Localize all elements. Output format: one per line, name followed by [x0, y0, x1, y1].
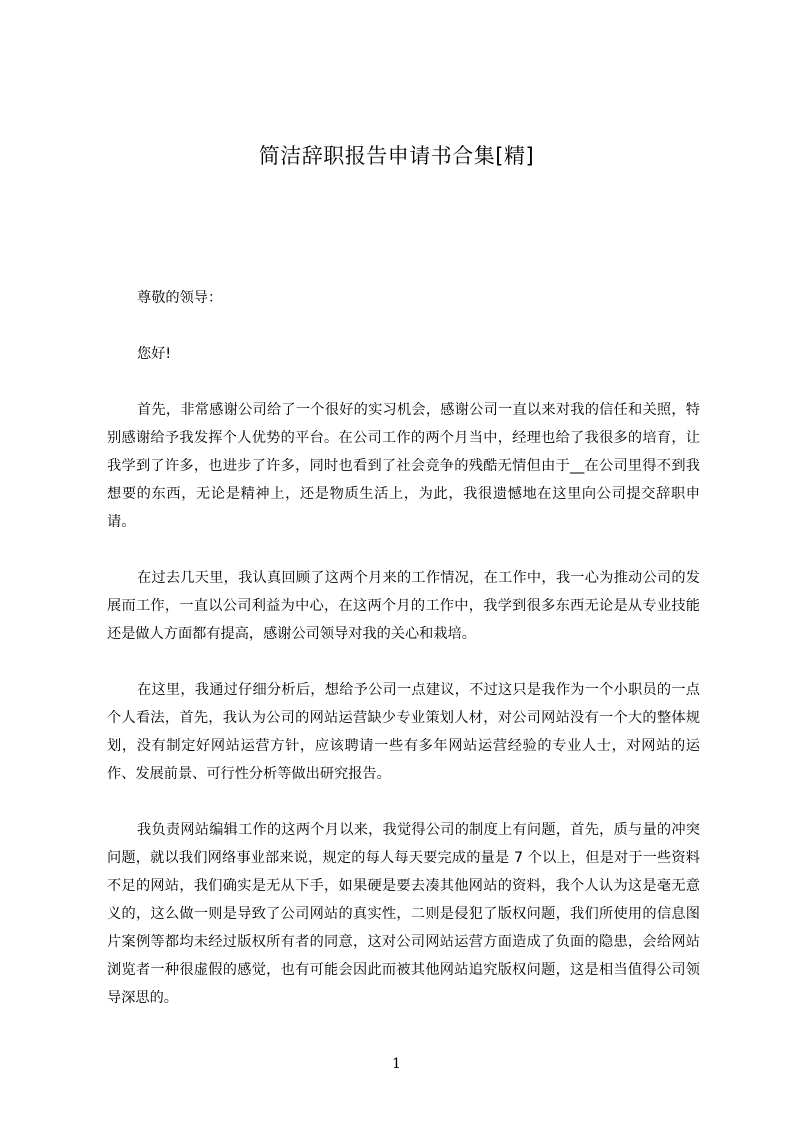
- salutation: 尊敬的领导：: [137, 290, 223, 306]
- page-number: 1: [392, 1056, 401, 1072]
- greeting: 您好!: [137, 346, 172, 362]
- paragraph-2: 在过去几天里，我认真回顾了这两个月来的工作情况，在工作中，我一心为推动公司的发展而工作，一直以公司利益为中心，在这两个月的工作中，我学到很多东西无论是从专业技能还是做人方面都有提高，感谢公司领导对我的关心和栽培。: [107, 570, 700, 642]
- paragraph-3: 在这里，我通过仔细分析后，想给予公司一点建议，不过这只是我作为一个小职员的一点个人看法，首先，我认为公司的网站运营缺少专业策划人材，对公司网站没有一个大的整体规划，没有制定好网站运营方针，应该聘请一些有多年网站运营经验的专业人士，对网站的运作、发展前景、可行性分析等做出研究报告。: [107, 682, 700, 782]
- document-title: 简洁辞职报告申请书合集[精]: [258, 144, 535, 168]
- paragraph-1: 首先，非常感谢公司给了一个很好的实习机会，感谢公司一直以来对我的信任和关照，特别感谢给予我发挥个人优势的平台。在公司工作的两个月当中，经理也给了我很多的培育，让我学到了许多，也进步了许多，同时也看到了社会竞争的残酷无情但由于__在公司里得不到我想要的东西，无论是精神上，还是物质生活上，为此，我很遗憾地在这里向公司提交辞职申请。: [107, 402, 700, 530]
- paragraph-4: 我负责网站编辑工作的这两个月以来，我觉得公司的制度上有问题，首先，质与量的冲突问题，就以我们网络事业部来说，规定的每人每天要完成的量是 7 个以上，但是对于一些资料不足的网站，我们确实是无从下手，如果硬是要去凑其他网站的资料，我个人认为这是毫无意义的，这么做一则是导致了公司网站的真实性，二则是侵犯了版权问题，我们所使用的信息图片案例等都均未经过版权所有者的同意，这对公司网站运营方面造成了负面的隐患，会给网站浏览者一种很虚假的感觉，也有可能会因此而被其他网站追究版权问题，这是相当值得公司领导深思的。: [107, 822, 700, 1006]
- document-body: [107, 284, 700, 1040]
